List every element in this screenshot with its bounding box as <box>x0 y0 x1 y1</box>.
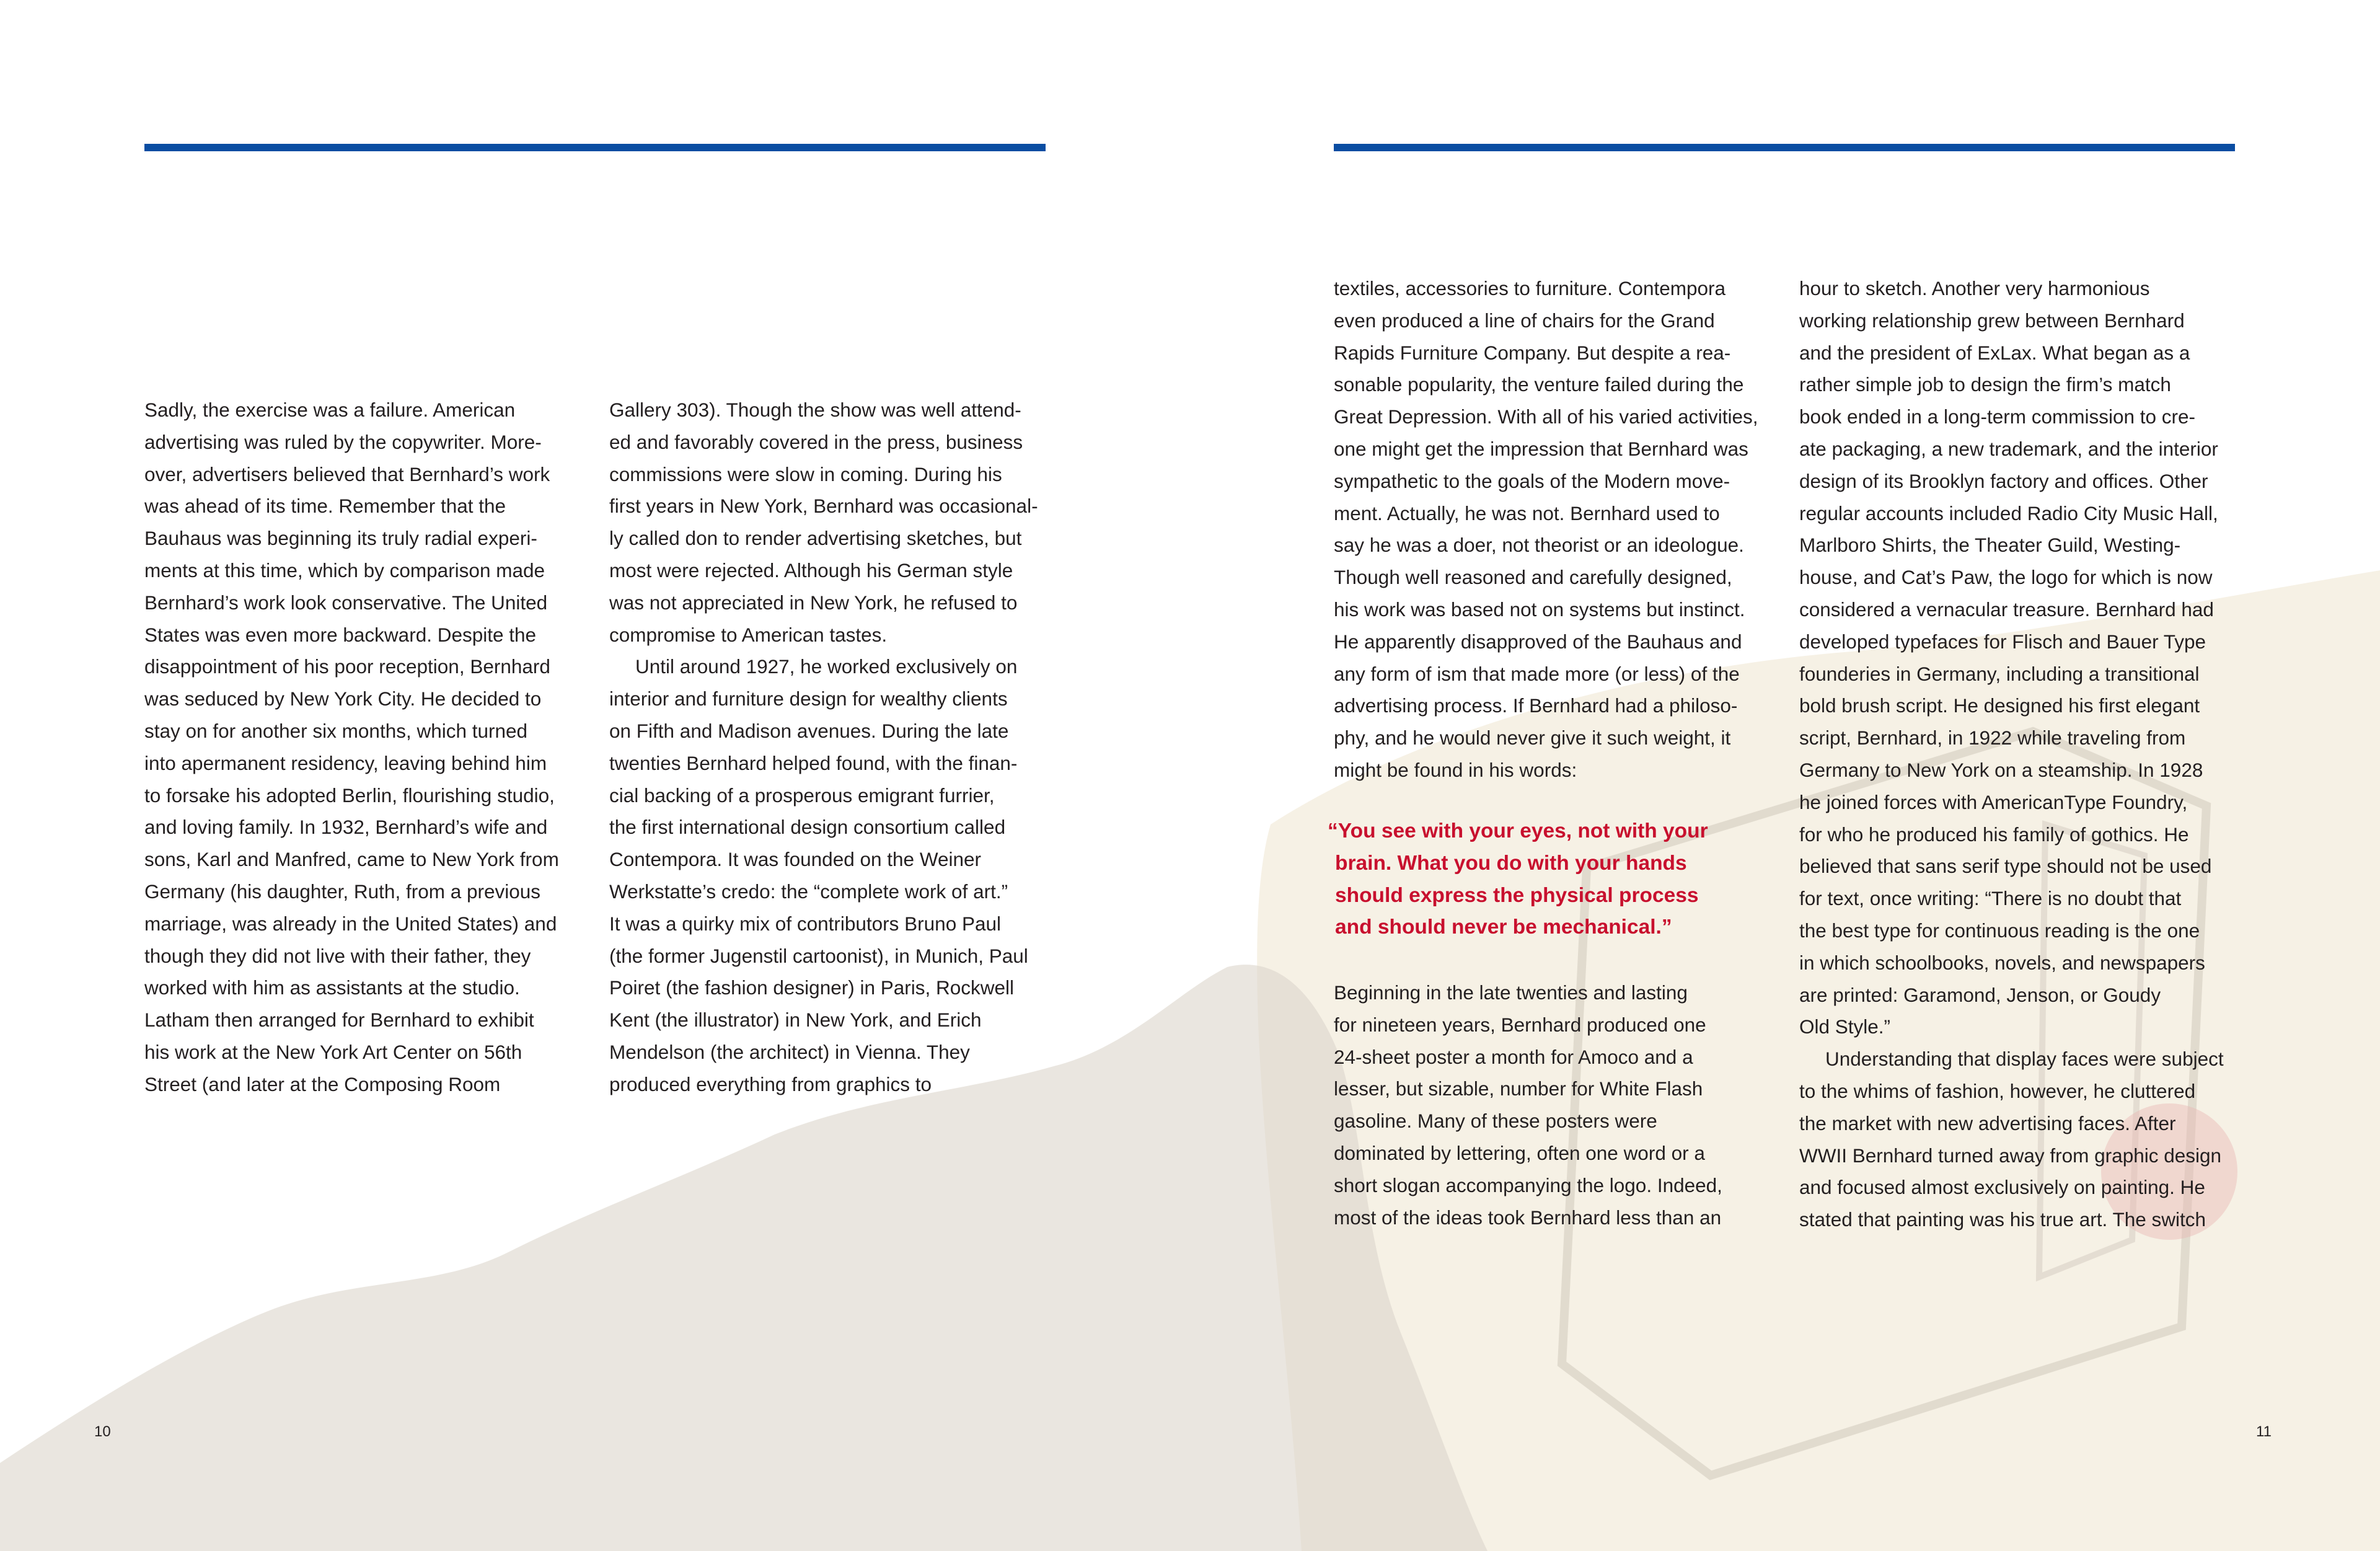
text-line: textiles, accessories to furniture. Contempora <box>1334 277 1726 299</box>
text-line: short slogan accompanying the logo. Indeed, <box>1334 1173 1722 1196</box>
text-line: interior and furniture design for wealthy clients <box>609 687 1008 710</box>
text-line: (the former Jugenstil cartoonist), in Munich, Paul <box>609 944 1028 967</box>
text-line: dominated by lettering, often one word or a <box>1334 1141 1705 1164</box>
text-line: gasoline. Many of these posters were <box>1334 1110 1657 1133</box>
text-line: marriage, was already in the United States) and <box>144 912 557 935</box>
text-line: cial backing of a prosperous emigrant furrier, <box>609 784 995 806</box>
text-line: and should never be mechanical.” <box>1335 916 1672 939</box>
text-line: sympathetic to the goals of the Modern move- <box>1334 469 1730 492</box>
text-line: rather simple job to design the firm’s match <box>1799 373 2171 396</box>
text-line: lesser, but sizable, number for White Flash <box>1334 1077 1703 1100</box>
left-page-column-1 <box>144 394 559 1101</box>
text-line: one might get the impression that Bernhard was <box>1334 437 1748 460</box>
text-line: sonable popularity, the venture failed during the <box>1334 373 1744 396</box>
text-line: 24-sheet poster a month for Amoco and a <box>1334 1045 1693 1068</box>
text-line: for nineteen years, Bernhard produced one <box>1334 1013 1706 1036</box>
text-line: are printed: Garamond, Jenson, or Goudy <box>1799 983 2161 1006</box>
right-page-column-2 <box>1799 273 2224 1236</box>
text-line: and focused almost exclusively on painting. He <box>1799 1176 2205 1199</box>
text-line: stated that painting was his true art. The switch <box>1799 1208 2206 1231</box>
text-line: It was a quirky mix of contributors Bruno Paul <box>609 912 1002 935</box>
text-line: Kent (the illustrator) in New York, and Erich <box>609 1009 982 1032</box>
text-line: phy, and he would never give it such weight, it <box>1334 727 1731 749</box>
text-line: say he was a doer, not theorist or an ideologue. <box>1334 534 1744 557</box>
text-line: the market with new advertising faces. After <box>1799 1111 2176 1134</box>
text-line: Contempora. It was founded on the Weiner <box>609 848 982 871</box>
text-line: Latham then arranged for Bernhard to exhibit <box>144 1009 534 1032</box>
text-line: Sadly, the exercise was a failure. American <box>144 399 516 421</box>
text-line: into apermanent residency, leaving behind him <box>144 751 547 774</box>
text-line: he joined forces with AmericanType Foundry, <box>1799 790 2188 813</box>
text-line: compromise to American tastes. <box>609 623 888 646</box>
page-number: 10 <box>94 1423 111 1440</box>
text-line: Great Depression. With all of his varied activities, <box>1334 405 1758 428</box>
text-line: for who he produced his family of gothics. He <box>1799 823 2189 846</box>
text-line: He apparently disapproved of the Bauhaus and <box>1334 630 1742 653</box>
text-line: house, and Cat’s Paw, the logo for which is now <box>1799 566 2213 589</box>
text-line: most were rejected. Although his German style <box>609 559 1013 581</box>
text-line: “You see with your eyes, not with your <box>1328 820 1708 842</box>
text-line: on Fifth and Madison avenues. During the late <box>609 719 1009 742</box>
text-line: ments at this time, which by comparison made <box>144 559 545 581</box>
text-line: believed that sans serif type should not be used <box>1799 855 2212 878</box>
text-line: ate packaging, a new trademark, and the interior <box>1799 437 2218 460</box>
text-line: hour to sketch. Another very harmonious <box>1799 277 2150 299</box>
text-line: considered a vernacular treasure. Bernhard had <box>1799 598 2214 621</box>
text-line: over, advertisers believed that Bernhard’s work <box>144 462 550 485</box>
text-line: Though well reasoned and carefully designed, <box>1334 566 1732 589</box>
right-page-header-rule <box>1334 144 2235 151</box>
text-line: Bauhaus was beginning its truly radial experi- <box>144 527 537 550</box>
text-line: and loving family. In 1932, Bernhard’s wife and <box>144 816 548 839</box>
text-line: stay on for another six months, which turned <box>144 719 528 742</box>
text-line: worked with him as assistants at the studio. <box>144 976 520 999</box>
text-line: ment. Actually, he was not. Bernhard used to <box>1334 502 1720 524</box>
text-line: the best type for continuous reading is the one <box>1799 919 2200 942</box>
text-line: should express the physical process <box>1335 883 1699 907</box>
text-line: even produced a line of chairs for the Grand <box>1334 309 1715 332</box>
text-line: States was even more backward. Despite the <box>144 623 537 646</box>
text-line: though they did not live with their father, they <box>144 944 531 967</box>
text-line: Mendelson (the architect) in Vienna. They <box>609 1040 970 1063</box>
left-page-column-2 <box>609 394 1038 1101</box>
right-page-column-1 <box>1334 273 1758 787</box>
text-line: disappointment of his poor reception, Bernhard <box>144 655 550 678</box>
text-line: Street (and later at the Composing Room <box>144 1072 501 1095</box>
text-line: advertising was ruled by the copywriter. More- <box>144 430 542 453</box>
text-line: working relationship grew between Bernhard <box>1799 309 2185 332</box>
text-line: ly called don to render advertising sketches, but <box>609 527 1022 550</box>
text-line: bold brush script. He designed his first elegant <box>1799 694 2200 717</box>
text-line: Gallery 303). Though the show was well attend- <box>609 399 1021 421</box>
text-line: Germany (his daughter, Ruth, from a previous <box>144 880 541 903</box>
text-line: most of the ideas took Bernhard less than an <box>1334 1206 1722 1229</box>
text-line: Germany to New York on a steamship. In 1928 <box>1799 758 2203 781</box>
text-line: in which schoolbooks, novels, and newspapers <box>1799 951 2205 974</box>
text-line: Understanding that display faces were subject <box>1825 1048 2224 1071</box>
text-line: founderies in Germany, including a transitional <box>1799 662 2200 685</box>
text-line: regular accounts included Radio City Music Hall, <box>1799 502 2218 524</box>
text-line: Poiret (the fashion designer) in Paris, Rockwell <box>609 976 1015 999</box>
text-line: his work was based not on systems but instinct. <box>1334 598 1745 621</box>
text-line: for text, once writing: “There is no doubt that <box>1799 887 2182 910</box>
text-line: to forsake his adopted Berlin, flourishing studio, <box>144 784 555 806</box>
page-number: 11 <box>2256 1423 2272 1440</box>
text-line: first years in New York, Bernhard was occasional- <box>609 495 1038 518</box>
text-line: Rapids Furniture Company. But despite a rea- <box>1334 341 1731 364</box>
right-page-column-1-continued <box>1334 977 1722 1234</box>
text-line: was seduced by New York City. He decided to <box>144 687 542 710</box>
text-line: brain. What you do with your hands <box>1335 851 1687 875</box>
text-line: produced everything from graphics to <box>609 1072 932 1095</box>
text-line: Until around 1927, he worked exclusively on <box>635 655 1018 678</box>
pull-quote <box>1328 815 1708 943</box>
text-line: Old Style.” <box>1799 1015 1891 1038</box>
text-line: might be found in his words: <box>1334 758 1577 781</box>
text-line: the first international design consortium called <box>609 816 1006 839</box>
text-line: twenties Bernhard helped found, with the finan- <box>609 751 1018 774</box>
text-line: Beginning in the late twenties and lasting <box>1334 981 1688 1004</box>
text-line: design of its Brooklyn factory and offices. Other <box>1799 469 2208 492</box>
text-line: Werkstatte’s credo: the “complete work of art.” <box>609 880 1008 903</box>
text-line: book ended in a long-term commission to cre- <box>1799 405 2196 428</box>
text-line: sons, Karl and Manfred, came to New York from <box>144 848 559 871</box>
text-line: to the whims of fashion, however, he cluttered <box>1799 1079 2196 1102</box>
left-page-header-rule <box>144 144 1046 151</box>
text-line: Bernhard’s work look conservative. The United <box>144 591 548 614</box>
text-line: Marlboro Shirts, the Theater Guild, Westing- <box>1799 534 2181 557</box>
text-line: developed typefaces for Flisch and Bauer Type <box>1799 630 2206 653</box>
text-line: was not appreciated in New York, he refused to <box>609 591 1018 614</box>
text-line: script, Bernhard, in 1922 while traveling from <box>1799 727 2186 749</box>
text-line: commissions were slow in coming. During his <box>609 462 1002 485</box>
text-line: was ahead of its time. Remember that the <box>144 495 506 518</box>
text-line: any form of ism that made more (or less) of the <box>1334 662 1740 685</box>
text-line: and the president of ExLax. What began as a <box>1799 341 2190 364</box>
text-line: his work at the New York Art Center on 56th <box>144 1040 522 1063</box>
text-line: WWII Bernhard turned away from graphic design <box>1799 1144 2222 1167</box>
text-line: ed and favorably covered in the press, business <box>609 430 1023 453</box>
text-line: advertising process. If Bernhard had a philoso- <box>1334 694 1738 717</box>
